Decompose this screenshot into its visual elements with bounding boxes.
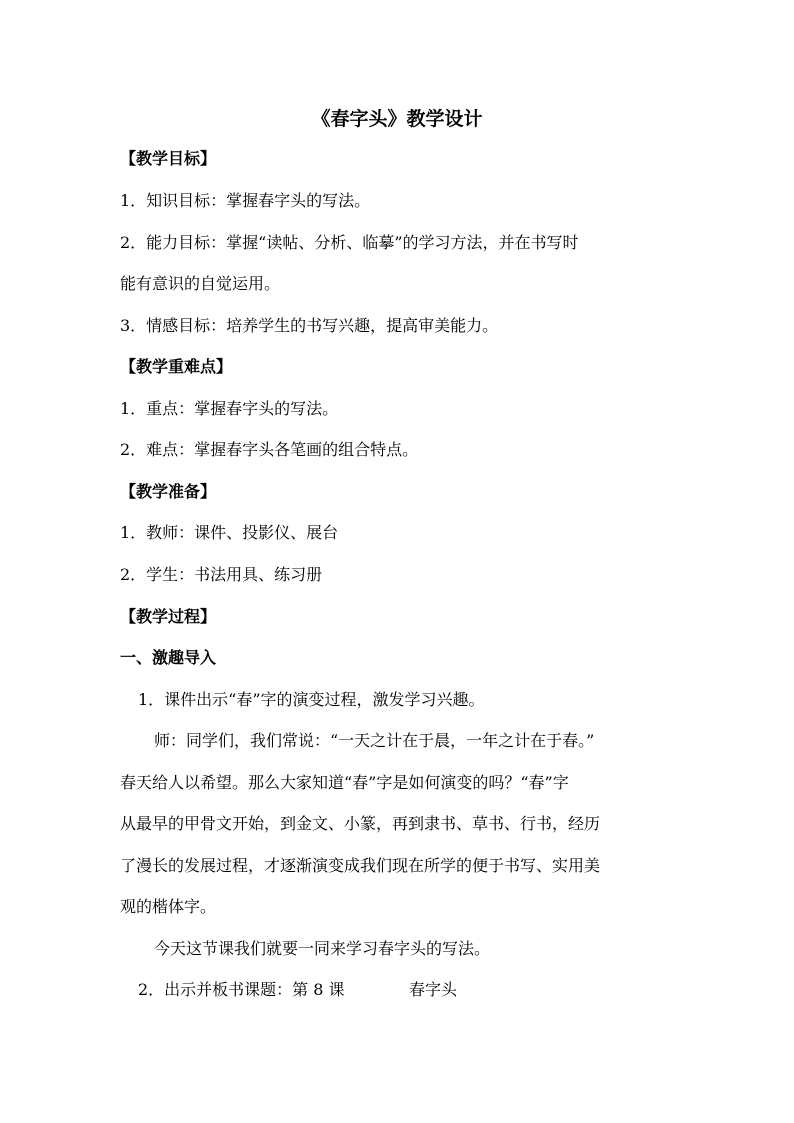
process-step-2-label: 2．出示并板书课题：第 8 课	[138, 980, 345, 999]
objective-item: 2．能力目标：掌握“读帖、分析、临摹”的学习方法，并在书写时	[120, 233, 579, 252]
process-step-1: 1．课件出示“春”字的演变过程，激发学习兴趣。	[138, 690, 485, 709]
preparation-item: 1．教师：课件、投影仪、展台	[120, 523, 339, 542]
paragraph-line: 春天给人以希望。那么大家知道“春”字是如何演变的吗？“春”字	[120, 773, 569, 792]
objective-item: 3．情感目标：培养学生的书写兴趣，提高审美能力。	[120, 316, 499, 335]
objective-item: 能有意识的自觉运用。	[120, 274, 281, 293]
key-point-item: 2．难点：掌握春字头各笔画的组合特点。	[120, 440, 419, 459]
objective-item: 1．知识目标：掌握春字头的写法。	[120, 191, 371, 210]
heading-process: 【教学过程】	[120, 607, 217, 626]
heading-preparation: 【教学准备】	[120, 482, 217, 501]
process-step-2-title: 春字头	[409, 980, 458, 999]
key-point-item: 1．重点：掌握春字头的写法。	[120, 399, 339, 418]
subheading-intro: 一、激趣导入	[120, 648, 217, 667]
heading-objectives: 【教学目标】	[120, 149, 217, 168]
paragraph-line: 观的楷体字。	[120, 897, 217, 916]
preparation-item: 2．学生：书法用具、练习册	[120, 565, 323, 584]
paragraph-line: 师：同学们，我们常说：“一天之计在于晨，一年之计在于春。”	[154, 731, 595, 750]
paragraph-line: 从最早的甲骨文开始，到金文、小篆，再到隶书、草书、行书，经历	[120, 814, 601, 833]
document-title: 《春字头》教学设计	[311, 108, 483, 130]
paragraph-2: 今天这节课我们就要一同来学习春字头的写法。	[154, 939, 491, 958]
paragraph-line: 了漫长的发展过程，才逐渐演变成我们现在所学的便于书写、实用美	[120, 856, 601, 875]
heading-key-points: 【教学重难点】	[120, 357, 233, 376]
